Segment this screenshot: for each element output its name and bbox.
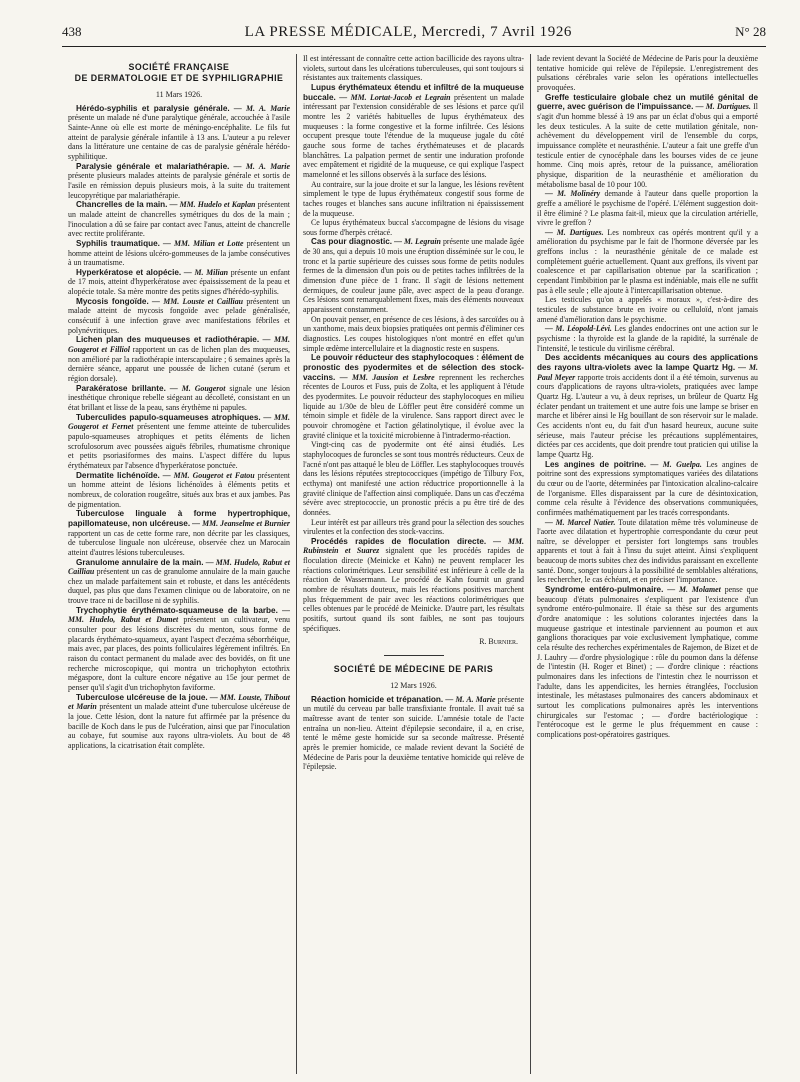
paragraph	[303, 83, 524, 180]
paragraph-title: Greffe testiculaire globale chez un mutilé génital de guerre, avec guérison de l'impuissance.	[537, 92, 758, 112]
paragraph-text: Les nombreux cas opérés montrent qu'il y a amélioration du psychisme par le fait de l'hormone déversée par les greffons inclus : la neurasthénie génitale de ce malade est complètement guérie actuellement. Quant aux greffons, ils vivent par coalescence et par capillarisation obtenue par la scarification ; cependant l'imbibition par le plasma est indéniable, mais elle ne suffit pas à elle seule ; elle ajoute à l'intercapillarisation obtenue.	[537, 227, 758, 295]
column-3	[530, 54, 764, 1074]
author-names: — M. Dartigues.	[545, 227, 604, 237]
paragraph-text: présentent un homme atteint de lésions ulcéro-gommeuses de la jambe consécutives à un traumatisme.	[68, 238, 291, 268]
paragraph-text: Au contraire, sur la joue droite et sur la langue, les lésions revêtent simplement le type de lupus érythémateux congestif sous forme de taches rouges et blanches sans aucune infiltration ni épaississement de la muqueuse.	[303, 179, 524, 218]
paragraph-title: Lupus érythémateux étendu et infiltré de la muqueuse buccale.	[303, 82, 524, 102]
author-names: — M. Milian	[183, 267, 229, 277]
column-2	[296, 54, 530, 1074]
author-names: — M. Dartigues.	[695, 102, 751, 112]
paragraph	[68, 606, 290, 693]
author-names: — M. A. Marie	[445, 694, 496, 704]
column-1	[62, 54, 296, 1074]
paragraph	[537, 295, 758, 324]
paragraph-intro: Il est intéressant de connaître cette action bacillicide des rayons ultra-violets, surtout dans les ulcérations tuberculeuses, qui sont toujours si résistantes aux traitements classiques.	[303, 54, 524, 83]
paragraph-text: présentent un cultivateur, venu consulter pour des lésions discrètes du menton, sous forme de placards érythémato-squameux, ayant l'aspect d'eczéma séborrhéique, mais avec, par places, des points folliculaires légèrement infiltrés. En raison du contact permanent du malade avec des bovidés, on fit une recherche microscopique, qui montra un trichophyton ectothrix mégaspore, dont la culture encore négative au 15e jour permet de penser qu'il s'agit d'un trichophyton faviforme.	[68, 615, 290, 693]
section-date: 12 Mars 1926.	[390, 681, 437, 691]
author-names: — M. A. Marie	[233, 103, 290, 113]
author-names: — M. Molinéry	[545, 189, 601, 199]
paragraph	[537, 460, 758, 518]
paragraph-text: On pouvait penser, en présence de ces lésions, à des sarcoïdes ou à un xanthome, mais deux biopsies pratiquées ont permis d'éliminer ces diagnostics. Les coupes histologiques n'ont montré en effet qu'un simple œdème intercellulaire et la diagnostic reste en suspens.	[303, 314, 524, 353]
paragraph-text: présente un enfant de 17 mois, atteint d'hyperkératose avec épaississement de la peau et alopécie totale. Sa mère montre des petits signes d'hérédo-syphilis.	[68, 267, 290, 297]
paragraph	[68, 558, 290, 606]
paragraph	[303, 695, 524, 772]
paragraph-title: Paralysie générale et malariathérapie.	[76, 161, 230, 171]
paragraph-text: présente un malade né d'une paralytique générale, accouchée à l'asile Sainte-Anne où elle est morte de méningo-encéphalite. Le fils fut atteint de paralysie générale infantile à 13 ans. L'auteur a pu relever dans la littérature une centaine de cas de paralysie générale hérédo-syphilitique.	[68, 113, 290, 161]
author-names: — MM. Jeanselme et Burnier	[192, 518, 291, 528]
section-divider	[384, 655, 444, 656]
author-names: — MM. Jausion et Lesbre	[339, 372, 435, 382]
paragraph	[68, 297, 290, 336]
paragraph	[68, 509, 290, 557]
section-date: 11 Mars 1926.	[155, 90, 203, 99]
paragraph	[537, 228, 758, 296]
author-names: — M. Molamet	[667, 585, 721, 595]
paragraph-title: Cas pour diagnostic.	[311, 237, 393, 247]
paragraph-title: Les angines de poitrine.	[545, 459, 647, 469]
paragraph	[68, 335, 290, 383]
paragraph	[303, 353, 524, 440]
author-names: — M. Paul Meyer	[537, 363, 758, 382]
paragraph-text: pense que beaucoup d'états pulmonaires s'expliquent par l'existence d'un syndrome entéro-pulmonaire. Il étaie sa thèse sur des arguments d'ordre anatomique : les solutions colorantes injectées dans la muqueuse gastrique et intestinale parviennent au poumon et aux ganglions thoraciques par voie exclusivement lymphatique, comme cela résulte des recherches expérimentales de Rajemon, de Bizet et de J. Lauhry — d'ordre physiologique : rôle du poumon dans la défense de l'intestin (H. Roger et Binet) ; — d'ordre clinique : réactions pulmonaires dans les infections de l'intestin chez le nourrisson et l'adulte, dans les appendicites, les hernies étranglées, l'occlusion intestinale, les métastases pulmonaires des cancers abdominaux et surtout les complications pulmonaires après les interventions chirurgicales sur l'estomac ; — d'ordre bactériologique : l'entérocoque est le germe le plus fréquemment en cause : complications post-opératoires gastriques.	[537, 585, 758, 739]
author-names: — M. Marcel Natier.	[545, 517, 616, 527]
paragraph	[303, 237, 524, 314]
paragraph-text: rapporte trois accidents dont il a été témoin, survenus au cours d'applications de rayons ultra-violets, pratiquées avec lampe Quartz Hg. L'auteur a vu, à deux reprises, un brûleur de Quartz Hg éclater pendant un traitement et une autre fois une lampe se briser en marche et libérer ainsi le Hg bouillant de son réservoir sur le malade. Ces accidents n'ont eu, du fait d'un hasard heureux, aucune suite sérieuse, mais l'auteur précise les précautions supplémentaires, dictées par ces accidents, que doit prendre tout praticien qui utilise la lampe Quartz Hg.	[537, 372, 758, 459]
paragraph-title: Dermatite lichénoïde.	[76, 470, 160, 480]
paragraph-text: présentent un malade intéressant par l'extension considérable de ses lésions et parce qu'il montre les 2 variétés habituelles de lupus érythémateux des muqueuses : la forme congestive et la forme infiltrée. Ces lésions occupent presque toute l'étendue de la muqueuse jugale du côté gauche sous forme de taches érythémateuses et de placards blanchâtres. La palpation permet de sentir une induration profonde avec empâtement et rigidité de la muqueuse, ce qui explique l'aspect mamelonné et les sillons observés à la surface des lésions.	[303, 92, 524, 179]
column-3-body	[537, 93, 758, 740]
author-names: — MM. Lortat-Jacob et Legrain	[339, 92, 451, 102]
paragraph-text: présentent un malade atteint de chancrelles symétriques du dos de la main ; l'inoculation a dû se faire par contact avec l'anus, atteint de chancrelle avec rectite proliférante.	[68, 200, 290, 239]
paragraph	[68, 693, 290, 751]
paragraph-title: Réaction homicide et trépanation.	[311, 694, 444, 704]
paragraph-text: présentent un cas de granulome annulaire de la main gauche chez un malade parfaitement sain et robuste, et dans les antécédents duquel, pas plus que dans l'examen clinique ou de laboratoire, on ne trouve trace ni de bacillose ni de syphilis.	[68, 567, 290, 606]
paragraph-intro: lade revient devant la Société de Médecine de Paris pour la deuxième tentative homicide qui relève de l'épilepsie. L'enregistrement des pulsations cérébrales varie selon les opérations intellectuelles provoquées.	[537, 54, 758, 92]
author-names: — MM. Hudelo, Rabut et Dumet	[68, 605, 290, 625]
author-names: — MM. Gougerot et Filliol	[68, 335, 290, 355]
paragraph-title: Granulome annulaire de la main.	[76, 557, 204, 567]
paragraph	[68, 413, 290, 471]
paragraph	[303, 537, 524, 634]
paragraph-text: demande à l'auteur dans quelle proportion la greffe a amélioré le psychisme de l'opéré. L'élément suggestion doit-il être éliminé ? Le plasma fait-il, mieux que la circulation artérielle, vivre le greffon ?	[537, 189, 758, 228]
paragraph-text: Les glandes endocrines ont une action sur le psychisme : la thyroïde est la glande de la rapidité, la surrénale de l'intensité, le testicule du virilisme cérébral.	[537, 324, 758, 353]
journal-title: LA PRESSE MÉDICALE, Mercredi, 7 Avril 1926	[244, 23, 573, 40]
paragraph	[68, 384, 290, 413]
paragraph	[303, 180, 524, 219]
paragraph-text: Leur intérêt est par ailleurs très grand pour la sélection des souches virulentes et la confection des stock-vaccins.	[303, 517, 524, 537]
paragraph-title: Le pouvoir réducteur des staphylocoques : élément de pronostic des pyodermites et de sélection des stock-vaccins.	[303, 353, 524, 382]
paragraph-text: Les testicules qu'on a appelés « moraux », c'est-à-dire des testicules de substance brute en ivoire ou celluloïd, n'ont jamais amené d'amélioration dans le psychisme.	[537, 295, 758, 324]
author-names: — MM. Gougerot et Fernet	[68, 412, 290, 432]
paragraph-text: signalent que les procédés rapides de floculation directe (Meinicke et Kahn) ne peuvent remplacer les réactions colorimétriques. Leur sensibilité est inférieure à celle de la réaction de Wassermann. Le procédé de Kahn fournit un grand nombre de résultats douteux, mais les réactions positives marchent plus fréquemment de pair avec les réactions colorimétriques que celles obtenues par le procédé de Meinicke. D'autre part, les résultats positifs, surtout quand ils sont faibles, ne sont pas toujours spécifiques.	[303, 546, 524, 633]
column-1-body	[68, 104, 290, 751]
paragraph-text: présente une malade âgée de 30 ans, qui a depuis 10 mois une éruption disséminée sur le cou, le tronc et la partie supérieure des cuisses sous forme de petits nodules fermes de la dimension d'un pois ou de petites taches infiltrées de la dimension d'une pièce de 1 franc. Il s'agit de lésions nettement dermiques, de couleur jaune pâle, avec aspect de la peau d'orange. Ces lésions sont remarquablement fixes, mais des éléments nouveaux apparaissent constamment.	[303, 237, 524, 315]
paragraph	[68, 471, 290, 510]
paragraph	[537, 324, 758, 353]
author-names: — MM. Gougerot et Fatou	[162, 470, 255, 480]
paragraph-title: Parakératose brillante.	[76, 383, 166, 393]
paragraph	[537, 93, 758, 190]
paragraph-text: signale une lésion inesthétique chronique rebelle siégeant au décolleté, consistant en un état brillant et lisse de la peau, sans érythème ni papules.	[68, 383, 290, 412]
paragraph-title: Lichen plan des muqueuses et radiothérapie.	[76, 335, 260, 345]
columns	[62, 54, 766, 1074]
paragraph-text: Ce lupus érythémateux buccal s'accompagne de lésions du visage sous forme d'herpès crétacé.	[303, 218, 524, 237]
paragraph-text: présentent un homme atteint de lésions lichénoïdes à éléments petits et nombreux, de coloration rougeâtre, situés aux bras et aux jambes. Pas de pigmentation.	[68, 470, 291, 509]
paragraph-title: Hérédo-syphilis et paralysie générale.	[76, 103, 230, 113]
paragraph-text: présente un mutilé du cerveau par balle transfixiante frontale. Il avait tué sa maîtresse avant de tenter son suicide. L'amnésie totale de l'acte entraîna un non-lieu. Atteint d'épilepsie secondaire, il a, en crise, tenté le même geste homicide sur sa seconde maîtresse. Présenté après le premier homicide, ce malade revient devant la Société de Médecine de Paris pour la deuxième tentative homicide qui relève de l'épilepsie.	[303, 694, 524, 772]
paragraph-text: présentent un malade atteint de mycosis fongoïde avec pelade généralisée, consécutif à une infection grave avec manifestations fébriles et polynévritiques.	[68, 296, 290, 335]
paragraph-title: Des accidents mécaniques au cours des applications des rayons ultra-violets avec la lampe Quartz Hg.	[537, 353, 758, 372]
author-names: — MM. Hudelo et Kaplan	[169, 200, 256, 210]
paragraph-title: Tuberculose linguale à forme hypertrophique, papillomateuse, non ulcéreuse.	[68, 509, 290, 528]
signature: R. Burnier.	[479, 637, 518, 647]
column-2-body	[303, 83, 524, 633]
issue-number: N° 28	[735, 24, 766, 39]
paragraph	[303, 440, 524, 517]
paragraph	[68, 268, 290, 297]
paragraph-text: rapportent un cas de lichen plan des muqueuses, non amélioré par la radiothérapie interscapulaire ; 6 semaines après la dernière séance, apparut une poussée de lichen cutané (serum et région dorsale).	[68, 345, 290, 384]
author-names: — MM. Hudelo, Rabut et Cailliau	[68, 557, 290, 577]
author-names: — M. Léopold-Lévi.	[545, 324, 612, 334]
column-2-body-2	[303, 695, 524, 772]
author-names: — MM. Louste et Cailliau	[152, 296, 244, 306]
paragraph-text: rapportent un cas de cette forme rare, non décrite par les classiques, de tuberculose linguale non ulcéreuse, observée chez un Marocain atteint d'autres lésions tuberculeuses.	[68, 528, 290, 557]
paragraph	[537, 585, 758, 740]
paragraph	[537, 353, 758, 459]
paragraph-text: Vingt-cinq cas de pyodermite ont été ainsi étudiés. Les staphylocoques de furoncles se sont tous montrés réducteurs. Ceux de l'acné n'ont pas attaqué le bleu de Löffler. Les staphylocoques trouvés dans les lésions réputées streptococciques (impétigo de Tilbury Fox, ecthyma) ont manifesté une action réductrice proportionnelle à la gravité clinique de l'affection ainsi compliquée. Dans un cas d'eczéma sévère avec streptococcie, un pronostic précis a pu être tiré de des données.	[303, 440, 524, 517]
author-names: — MM. Rubinstein et Suarez	[303, 536, 525, 556]
paragraph-title: Trychophytie érythémato-squameuse de la barbe.	[76, 605, 278, 615]
paragraph-title: Chancrelles de la main.	[76, 200, 168, 210]
paragraph	[537, 518, 758, 586]
paragraph-text: Toute dilatation même très volumineuse de l'aorte avec dilatation et hypertrophie correspondante du cœur peut naître, se développer et persister fort longtemps sans troubles apparents et tout à fait à l'insu du sujet atteint. Ainsi s'expliquent beaucoup de morts subites chez des individus paraissant en excellente santé. Donc, songer toujours à la possibilité de semblables altérations, les rechercher, le cas échéant, et en préciser l'importance.	[537, 517, 759, 585]
paragraph-text: Il s'agit d'un homme blessé à 19 ans par un éclat d'obus qui a emporté les deux testicules. A la suite de cette mutilation génitale, non-achèvement du développement viril de l'ensemble du corps, impuissance complète et neurasthénie. L'auteur a fait une greffe d'un testicule entier de cynocéphale dans les bourses vides de ce jeune homme. Cinq mois après, retour de la puissance, amélioration physique, disparition de la neurasthénie et amélioration du métabolisme basal de 10 pour 100.	[537, 102, 758, 189]
section-title-line-2: DE DERMATOLOGIE ET DE SYPHILIGRAPHIE	[74, 73, 284, 83]
page-header	[62, 18, 766, 47]
paragraph	[68, 104, 290, 162]
paragraph-title: Syphilis traumatique.	[76, 238, 160, 248]
author-names: — MM. Milian et Lotte	[163, 238, 244, 248]
section-title: SOCIÉTÉ DE MÉDECINE DE PARIS	[333, 664, 494, 675]
paragraph-title: Procédés rapides de floculation directe.	[311, 536, 487, 546]
page-number: 438	[62, 24, 82, 39]
paragraph-text: reprennent les recherches récentes de Louros et Fuss, puis de Zolta, et les appliquent à l'étude des pyodermites. Le pouvoir réducteur des staphylocoques en milieu liquide au 1/30e de bleu de Löffler peut être considéré comme un témoin simple et fidèle de la virulence. Sans rapport direct avec le pouvoir chromogène et l'action gélatinolytique, il évolue avec la gravité clinique et la toxicité microbienne à l'intradermo-réaction.	[303, 372, 524, 440]
paragraph-title: Syndrome entéro-pulmonaire.	[545, 585, 664, 595]
paragraph-title: Tuberculose ulcéreuse de la joue.	[76, 692, 208, 702]
paragraph	[303, 218, 524, 237]
author-names: — M. Gougerot	[169, 383, 226, 393]
author-names: — M. A. Marie	[233, 161, 290, 171]
paragraph	[537, 189, 758, 228]
paragraph-title: Tuberculides papulo-squameuses atrophiques.	[76, 412, 261, 422]
section-heading-dermatologie	[68, 62, 290, 100]
paragraph-text: Les angines de poitrine sont des expressions symptomatiques variées des dilatations du cœur ou de l'aorte, déterminées par l'intoxication alcalino-calcaire de l'organisme. Elles disparaissent par la cure de désintoxication, comme cela résulte à l'évidence des observations communiquées, confirmées mathématiquement par les tracés correspondants.	[537, 459, 758, 517]
section-title-line-1: SOCIÉTÉ FRANÇAISE	[128, 62, 230, 72]
paragraph-title: Mycosis fongoïde.	[76, 296, 149, 306]
paragraph	[68, 200, 290, 239]
paragraph	[303, 315, 524, 354]
paragraph-text: présentent un malade atteint d'une tuberculose ulcéreuse de la joue. Cette lésion, dont la nature fut affirmée par la présence du bacille de Koch dans le pus de l'ulcération, ainsi que par l'inoculation au cobaye, fut soumise aux rayons ultra-violets. Au bout de 48 applications, la cicatrisation était complète.	[68, 702, 290, 750]
paragraph-title: Hyperkératose et alopécie.	[76, 267, 182, 277]
paragraph	[68, 239, 290, 268]
paragraph-text: présentent une femme atteinte de tuberculides papulo-squameuses atrophiques et petits éléments de lichen scrofulosorum avec poussées aiguës fébriles, rhumatisme chronique et petits psoriasiformes des mains. L'aspect différe du lupus érythémateux par l'absence d'hyperkératose ponctuée.	[68, 422, 290, 470]
paragraph-text: présente plusieurs malades atteints de paralysie générale et sortis de l'asile en rémission depuis plusieurs mois, à la suite du traitement leucopyrétique par malariathérapie.	[68, 171, 290, 200]
section-heading-medecine	[303, 664, 524, 691]
author-names: — MM. Louste, Thibout et Marin	[68, 692, 290, 712]
paragraph	[68, 162, 290, 201]
paragraph	[303, 518, 524, 537]
author-names: — M. Legrain	[394, 237, 441, 247]
author-names: — M. Guelpa.	[650, 459, 702, 469]
